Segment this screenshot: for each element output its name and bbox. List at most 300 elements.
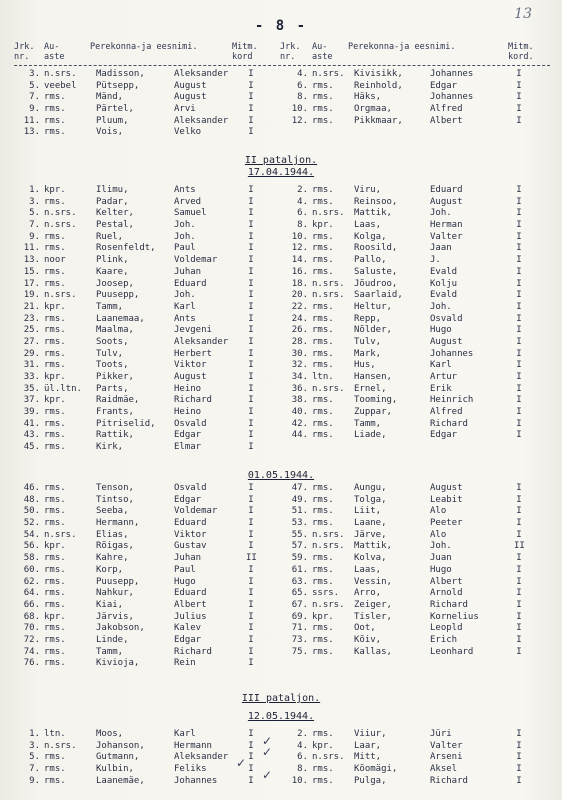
- left-rank: kpr.: [44, 185, 66, 195]
- left-kord: I: [248, 518, 254, 529]
- right-first-name: Valter: [430, 740, 463, 751]
- left-last-name: Korp,: [96, 564, 124, 575]
- left-kord: I: [248, 231, 254, 242]
- left-first-name: Joh.: [174, 290, 196, 301]
- left-kord: I: [248, 506, 254, 517]
- right-last-name: Arro,: [354, 588, 382, 599]
- left-nr: 41.: [23, 418, 40, 429]
- left-kord: I: [248, 301, 254, 312]
- left-last-name: Pärtel,: [96, 104, 134, 115]
- left-last-name: Tenson,: [96, 483, 134, 493]
- left-first-name: Viktor: [174, 360, 207, 371]
- left-nr: 27.: [23, 336, 40, 347]
- right-last-name: Liit,: [354, 506, 382, 517]
- left-kord: I: [248, 599, 254, 610]
- left-first-name: Edgar: [174, 430, 202, 441]
- right-rank: rms.: [312, 407, 334, 418]
- right-kord: I: [516, 115, 522, 126]
- table-row: [14, 623, 554, 635]
- left-first-name: Richard: [174, 646, 212, 657]
- left-rank: rms.: [44, 407, 66, 418]
- left-rank: rms.: [44, 494, 66, 505]
- left-rank: rms.: [44, 623, 66, 634]
- right-rank: n.srs.: [312, 290, 345, 301]
- table-row: [14, 752, 554, 764]
- left-kord: I: [248, 588, 254, 599]
- right-first-name: Artur: [430, 372, 458, 382]
- left-first-name: Juhan: [174, 266, 202, 277]
- right-last-name: Jõudroo,: [354, 278, 398, 289]
- table-row: [14, 290, 554, 302]
- right-nr: 30.: [291, 348, 308, 359]
- left-last-name: Moos,: [96, 729, 124, 739]
- table-row: [14, 92, 554, 104]
- left-last-name: Laanemäe,: [96, 775, 145, 786]
- right-first-name: Albert: [430, 576, 463, 587]
- right-first-name: Jaan: [430, 243, 452, 254]
- right-first-name: Richard: [430, 418, 468, 429]
- left-kord: I: [248, 775, 254, 786]
- right-nr: 57.: [291, 541, 308, 552]
- left-rank: rms.: [44, 266, 66, 277]
- right-nr: 10.: [291, 231, 308, 242]
- right-rank: rms.: [312, 243, 334, 254]
- left-nr: 31.: [23, 360, 40, 371]
- left-rank: ül.ltn.: [44, 383, 82, 394]
- table-row: [14, 255, 554, 267]
- left-rank: rms.: [44, 278, 66, 289]
- left-last-name: Hermann,: [96, 518, 140, 529]
- left-nr: 13.: [23, 127, 40, 138]
- left-rank: n.srs.: [44, 529, 77, 540]
- right-last-name: Mattik,: [354, 541, 392, 552]
- left-last-name: Pitriselid,: [96, 418, 156, 429]
- left-first-name: Eduard: [174, 588, 207, 599]
- left-kord: I: [248, 383, 254, 394]
- right-first-name: Leonhard: [430, 646, 474, 657]
- left-rank: rms.: [44, 518, 66, 529]
- right-nr: 2.: [297, 185, 308, 195]
- left-rank: rms.: [44, 764, 66, 775]
- right-rank: rms.: [312, 301, 334, 312]
- right-nr: 53.: [291, 518, 308, 529]
- table-row: [14, 588, 554, 600]
- right-first-name: Aksel: [430, 764, 458, 775]
- right-nr: 55.: [291, 529, 308, 540]
- right-last-name: Zuppar,: [354, 407, 392, 418]
- left-last-name: Tamm,: [96, 646, 124, 657]
- right-nr: 18.: [291, 278, 308, 289]
- right-kord: I: [516, 290, 522, 301]
- left-first-name: Osvald: [174, 483, 207, 493]
- left-nr: 5.: [29, 752, 40, 763]
- right-first-name: August: [430, 336, 463, 347]
- header-left-name: Perekonna-ja eesnimi.: [90, 42, 198, 52]
- section-date: [0, 470, 562, 482]
- right-last-name: Viru,: [354, 185, 382, 195]
- right-kord: I: [516, 729, 522, 739]
- left-last-name: Pütsepp,: [96, 80, 140, 91]
- header-left-kord: Mitm. kord: [232, 42, 258, 62]
- left-kord: I: [248, 418, 254, 429]
- left-nr: 25.: [23, 325, 40, 336]
- left-first-name: Ants: [174, 185, 196, 195]
- right-first-name: Kolju: [430, 278, 458, 289]
- left-kord: I: [248, 313, 254, 324]
- right-nr: 65.: [291, 588, 308, 599]
- left-rank: n.srs.: [44, 740, 77, 751]
- left-first-name: Herbert: [174, 348, 212, 359]
- right-last-name: Laas,: [354, 220, 382, 231]
- left-first-name: Aleksander: [174, 752, 229, 763]
- left-nr: 68.: [23, 611, 40, 622]
- right-kord: I: [516, 430, 522, 441]
- left-nr: 46.: [23, 483, 40, 493]
- right-nr: 36.: [291, 383, 308, 394]
- table-row: [14, 302, 554, 314]
- right-last-name: Tooming,: [354, 395, 398, 406]
- right-nr: 10.: [291, 775, 308, 786]
- left-kord: I: [248, 127, 254, 138]
- right-nr: 12.: [291, 243, 308, 254]
- right-first-name: Johannes: [430, 69, 474, 79]
- right-kord: I: [516, 372, 522, 382]
- right-kord: I: [516, 255, 522, 266]
- left-last-name: Pestal,: [96, 220, 134, 231]
- right-first-name: Leopld: [430, 623, 463, 634]
- section-title: [0, 693, 562, 705]
- right-kord: I: [516, 395, 522, 406]
- right-kord: I: [516, 348, 522, 359]
- right-last-name: Orgmaa,: [354, 104, 392, 115]
- left-rank: rms.: [44, 775, 66, 786]
- table-row: [14, 360, 554, 372]
- table-row: [14, 104, 554, 116]
- left-nr: 56.: [23, 541, 40, 552]
- handwritten-page-mark: 13: [514, 6, 532, 22]
- left-first-name: Kalev: [174, 623, 202, 634]
- left-nr: 76.: [23, 658, 40, 669]
- right-rank: rms.: [312, 494, 334, 505]
- section-date-text: 01.05.1944.: [247, 470, 315, 481]
- right-nr: 8.: [297, 220, 308, 231]
- left-nr: 50.: [23, 506, 40, 517]
- table-row: [14, 372, 554, 384]
- left-kord: I: [248, 266, 254, 277]
- right-last-name: Kolga,: [354, 231, 387, 242]
- table-row: [14, 764, 554, 776]
- left-last-name: Frants,: [96, 407, 134, 418]
- right-first-name: Arseni: [430, 752, 463, 763]
- table-row: [14, 741, 554, 753]
- left-last-name: Parts,: [96, 383, 129, 394]
- right-kord: I: [516, 764, 522, 775]
- right-kord: I: [516, 185, 522, 195]
- left-nr: 17.: [23, 278, 40, 289]
- right-rank: rms.: [312, 576, 334, 587]
- check-mark-icon: ✓: [262, 745, 273, 759]
- right-last-name: Kõomägi,: [354, 764, 398, 775]
- left-first-name: Viktor: [174, 529, 207, 540]
- right-first-name: Erik: [430, 383, 452, 394]
- table-row: [14, 407, 554, 419]
- right-rank: rms.: [312, 104, 334, 115]
- table-row: [14, 127, 554, 139]
- left-nr: 7.: [29, 764, 40, 775]
- left-first-name: Hugo: [174, 576, 196, 587]
- right-first-name: Richard: [430, 599, 468, 610]
- left-last-name: Kelter,: [96, 208, 134, 219]
- left-first-name: Albert: [174, 599, 207, 610]
- check-mark-icon: ✓: [262, 768, 273, 782]
- right-nr: 28.: [291, 336, 308, 347]
- roster-table: [14, 483, 554, 670]
- right-kord: I: [516, 576, 522, 587]
- right-rank: rms.: [312, 506, 334, 517]
- table-row: [14, 314, 554, 326]
- right-first-name: Edgar: [430, 430, 458, 441]
- left-rank: rms.: [44, 127, 66, 138]
- left-kord: I: [248, 104, 254, 115]
- left-first-name: Hermann: [174, 740, 212, 751]
- left-last-name: Vois,: [96, 127, 124, 138]
- left-first-name: Jevgeni: [174, 325, 212, 336]
- right-nr: 44.: [291, 430, 308, 441]
- roster-table: [14, 69, 554, 139]
- left-rank: rms.: [44, 104, 66, 115]
- right-last-name: Tamm,: [354, 418, 382, 429]
- table-row: [14, 430, 554, 442]
- left-first-name: Richard: [174, 395, 212, 406]
- table-row: [14, 776, 554, 788]
- left-rank: rms.: [44, 634, 66, 645]
- right-rank: rms.: [312, 518, 334, 529]
- right-last-name: Saluste,: [354, 266, 398, 277]
- left-first-name: Rein: [174, 658, 196, 669]
- table-row: [14, 337, 554, 349]
- right-kord: I: [516, 506, 522, 517]
- right-nr: 16.: [291, 266, 308, 277]
- header-right-kord: Mitm. kord.: [508, 42, 534, 62]
- table-row: [14, 530, 554, 542]
- right-first-name: Arnold: [430, 588, 463, 599]
- right-rank: kpr.: [312, 220, 334, 231]
- left-nr: 66.: [23, 599, 40, 610]
- right-nr: 32.: [291, 360, 308, 371]
- left-first-name: Voldemar: [174, 255, 218, 266]
- left-nr: 1.: [29, 729, 40, 739]
- left-kord: II: [246, 553, 257, 564]
- left-nr: 43.: [23, 430, 40, 441]
- table-row: [14, 600, 554, 612]
- table-row: [14, 81, 554, 93]
- right-rank: rms.: [312, 634, 334, 645]
- left-nr: 15.: [23, 266, 40, 277]
- table-row: [14, 518, 554, 530]
- right-kord: I: [516, 775, 522, 786]
- right-first-name: Valter: [430, 231, 463, 242]
- right-nr: 6.: [297, 752, 308, 763]
- left-last-name: Tintso,: [96, 494, 134, 505]
- right-kord: I: [516, 623, 522, 634]
- right-first-name: Alo: [430, 506, 447, 517]
- left-nr: 1.: [29, 185, 40, 195]
- right-kord: I: [516, 418, 522, 429]
- left-nr: 3.: [29, 196, 40, 207]
- right-kord: I: [516, 196, 522, 207]
- right-last-name: Tolga,: [354, 494, 387, 505]
- left-first-name: Heino: [174, 407, 202, 418]
- right-last-name: Repp,: [354, 313, 382, 324]
- right-rank: rms.: [312, 729, 334, 739]
- left-rank: rms.: [44, 115, 66, 126]
- left-nr: 37.: [23, 395, 40, 406]
- right-last-name: Reinhold,: [354, 80, 403, 91]
- left-first-name: Velko: [174, 127, 202, 138]
- left-kord: I: [248, 220, 254, 231]
- left-first-name: August: [174, 92, 207, 103]
- left-first-name: Johannes: [174, 775, 218, 786]
- right-rank: n.srs.: [312, 383, 345, 394]
- left-nr: 72.: [23, 634, 40, 645]
- right-rank: rms.: [312, 483, 334, 493]
- left-rank: n.srs.: [44, 290, 77, 301]
- right-last-name: Saarlaid,: [354, 290, 403, 301]
- left-rank: rms.: [44, 325, 66, 336]
- left-kord: I: [248, 372, 254, 382]
- left-rank: kpr.: [44, 395, 66, 406]
- left-kord: I: [248, 541, 254, 552]
- left-rank: rms.: [44, 564, 66, 575]
- right-rank: rms.: [312, 266, 334, 277]
- right-kord: I: [516, 611, 522, 622]
- right-kord: I: [516, 360, 522, 371]
- left-nr: 9.: [29, 231, 40, 242]
- right-first-name: Jüri: [430, 729, 452, 739]
- right-first-name: Johannes: [430, 348, 474, 359]
- right-last-name: Tulv,: [354, 336, 382, 347]
- table-row: [14, 729, 554, 741]
- right-kord: I: [516, 220, 522, 231]
- left-last-name: Gutmann,: [96, 752, 140, 763]
- left-rank: rms.: [44, 348, 66, 359]
- right-last-name: Viiur,: [354, 729, 387, 739]
- right-kord: I: [516, 325, 522, 336]
- left-first-name: Gustav: [174, 541, 207, 552]
- right-first-name: Joh.: [430, 301, 452, 312]
- right-rank: kpr.: [312, 740, 334, 751]
- right-first-name: Alo: [430, 529, 447, 540]
- right-last-name: Hansen,: [354, 372, 392, 382]
- right-last-name: Tisler,: [354, 611, 392, 622]
- left-nr: 33.: [23, 372, 40, 382]
- left-kord: I: [248, 430, 254, 441]
- right-first-name: Hugo: [430, 325, 452, 336]
- left-first-name: Feliks: [174, 764, 207, 775]
- right-last-name: Pulga,: [354, 775, 387, 786]
- right-nr: 26.: [291, 325, 308, 336]
- left-nr: 19.: [23, 290, 40, 301]
- right-kord: I: [516, 301, 522, 312]
- table-row: [14, 116, 554, 128]
- left-rank: rms.: [44, 646, 66, 657]
- right-rank: n.srs.: [312, 752, 345, 763]
- left-nr: 54.: [23, 529, 40, 540]
- left-last-name: Raidmäe,: [96, 395, 140, 406]
- right-last-name: Mitt,: [354, 752, 382, 763]
- left-nr: 5.: [29, 208, 40, 219]
- left-first-name: Karl: [174, 301, 196, 312]
- right-nr: 71.: [291, 623, 308, 634]
- left-kord: I: [248, 494, 254, 505]
- left-last-name: Linde,: [96, 634, 129, 645]
- table-row: [14, 577, 554, 589]
- left-first-name: Paul: [174, 564, 196, 575]
- right-last-name: Kõiv,: [354, 634, 382, 645]
- right-kord: I: [516, 483, 522, 493]
- left-kord: I: [248, 348, 254, 359]
- right-nr: 40.: [291, 407, 308, 418]
- right-last-name: Vessin,: [354, 576, 392, 587]
- right-rank: rms.: [312, 553, 334, 564]
- left-kord: I: [248, 278, 254, 289]
- left-first-name: August: [174, 372, 207, 382]
- table-row: [14, 495, 554, 507]
- left-rank: kpr.: [44, 611, 66, 622]
- left-rank: rms.: [44, 430, 66, 441]
- left-nr: 74.: [23, 646, 40, 657]
- right-nr: 34.: [291, 372, 308, 382]
- left-kord: I: [248, 185, 254, 195]
- right-kord: I: [516, 553, 522, 564]
- right-rank: rms.: [312, 430, 334, 441]
- right-kord: I: [516, 231, 522, 242]
- right-kord: I: [516, 80, 522, 91]
- right-first-name: Joh.: [430, 208, 452, 219]
- right-rank: rms.: [312, 418, 334, 429]
- table-row: [14, 565, 554, 577]
- right-kord: I: [516, 383, 522, 394]
- right-rank: rms.: [312, 623, 334, 634]
- header-left-rank: Au- aste: [44, 42, 65, 62]
- left-first-name: Joh.: [174, 231, 196, 242]
- right-rank: rms.: [312, 775, 334, 786]
- left-last-name: Laanemaa,: [96, 313, 145, 324]
- left-first-name: Julius: [174, 611, 207, 622]
- right-last-name: Pallo,: [354, 255, 387, 266]
- right-kord: I: [516, 529, 522, 540]
- left-first-name: Paul: [174, 243, 196, 254]
- table-row: [14, 506, 554, 518]
- left-kord: I: [248, 290, 254, 301]
- left-kord: I: [248, 336, 254, 347]
- right-nr: 12.: [291, 115, 308, 126]
- right-first-name: August: [430, 483, 463, 493]
- left-kord: I: [248, 395, 254, 406]
- left-kord: I: [248, 255, 254, 266]
- right-last-name: Ernel,: [354, 383, 387, 394]
- table-row: [14, 279, 554, 291]
- right-first-name: Osvald: [430, 313, 463, 324]
- right-first-name: August: [430, 196, 463, 207]
- left-nr: 9.: [29, 775, 40, 786]
- header-right-rank: Au- aste: [312, 42, 333, 62]
- left-kord: I: [248, 740, 254, 751]
- right-nr: 8.: [297, 92, 308, 103]
- table-row: [14, 541, 554, 553]
- table-row: [14, 419, 554, 431]
- left-rank: ltn.: [44, 729, 66, 739]
